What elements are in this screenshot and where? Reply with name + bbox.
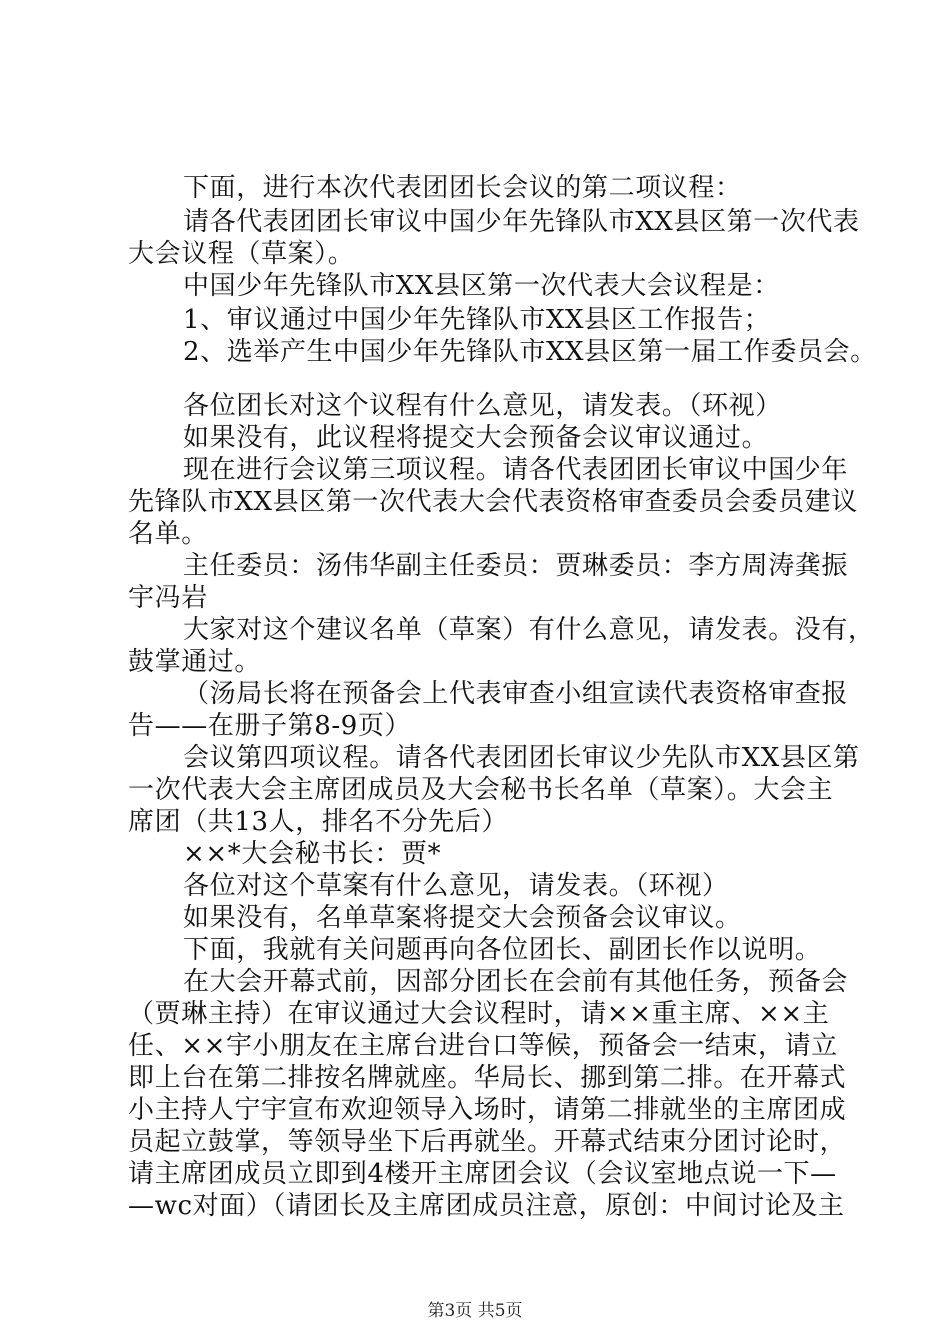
paragraph-line: 请各代表团团长审议中国少年先锋队市XX县区第一次代表 <box>183 207 860 237</box>
paragraph-line: 宇冯岩 <box>128 583 208 613</box>
paragraph-line: 下面，进行本次代表团团长会议的第二项议程： <box>183 173 742 203</box>
paragraph-line: 中国少年先锋队市XX县区第一次代表大会议程是： <box>183 271 780 301</box>
paragraph-line: 席团（共13人，排名不分先后） <box>128 807 509 837</box>
paragraph-line: （贾琳主持）在审议通过大会议程时，请××重主席、××主 <box>128 999 830 1029</box>
paragraph-line: 名单。 <box>128 519 208 549</box>
paragraph-line: 任、××宇小朋友在主席台进台口等候，预备会一结束，请立 <box>128 1031 838 1061</box>
paragraph-line: 先锋队市XX县区第一次代表大会代表资格审查委员会委员建议 <box>128 487 858 517</box>
page-number-footer: 第3页 共5页 <box>427 1301 523 1321</box>
paragraph-line: 小主持人宁宇宣布欢迎领导入场时，请第二排就坐的主席团成 <box>128 1095 847 1125</box>
paragraph-line: 现在进行会议第三项议程。请各代表团团长审议中国少年 <box>183 455 849 485</box>
paragraph-line: 2、选举产生中国少年先锋队市XX县区第一届工作委员会。 <box>183 337 877 367</box>
paragraph-line: 大家对这个建议名单（草案）有什么意见，请发表。没有， <box>183 615 875 645</box>
paragraph-line: 请主席团成员立即到4楼开主席团会议（会议室地点说一下— <box>128 1159 837 1189</box>
paragraph-line: 各位对这个草案有什么意见，请发表。（环视） <box>183 871 729 901</box>
paragraph-line: 在大会开幕式前，因部分团长在会前有其他任务，预备会 <box>183 967 849 997</box>
paragraph-line: 如果没有，此议程将提交大会预备会议审议通过。 <box>183 423 769 453</box>
paragraph-line: 大会议程（草案）。 <box>128 239 355 269</box>
paragraph-line: 员起立鼓掌，等领导坐下后再就坐。开幕式结束分团讨论时， <box>128 1127 847 1157</box>
paragraph-line: 即上台在第二排按名牌就座。华局长、挪到第二排。在开幕式 <box>128 1063 847 1093</box>
paragraph-line: 各位团长对这个议程有什么意见，请发表。（环视） <box>183 391 782 421</box>
paragraph-line: —wc对面）（请团长及主席团成员注意，原创：中间讨论及主 <box>128 1191 845 1221</box>
paragraph-line: 会议第四项议程。请各代表团团长审议少先队市XX县区第 <box>183 743 860 773</box>
paragraph-line: 如果没有，名单草案将提交大会预备会议审议。 <box>183 903 742 933</box>
paragraph-line: 1、审议通过中国少年先锋队市XX县区工作报告； <box>183 305 771 335</box>
paragraph-line: 下面，我就有关问题再向各位团长、副团长作以说明。 <box>183 935 822 965</box>
paragraph-line: 鼓掌通过。 <box>128 647 262 677</box>
paragraph-line: 告——在册子第8-9页） <box>128 711 412 741</box>
paragraph-line: 一次代表大会主席团成员及大会秘书长名单（草案）。大会主 <box>128 775 834 805</box>
paragraph-line: 主任委员：汤伟华副主任委员：贾琳委员：李方周涛龚振 <box>183 551 849 581</box>
paragraph-line: （汤局长将在预备会上代表审查小组宣读代表资格审查报 <box>183 679 849 709</box>
paragraph-line: ××*大会秘书长：贾* <box>183 839 442 869</box>
